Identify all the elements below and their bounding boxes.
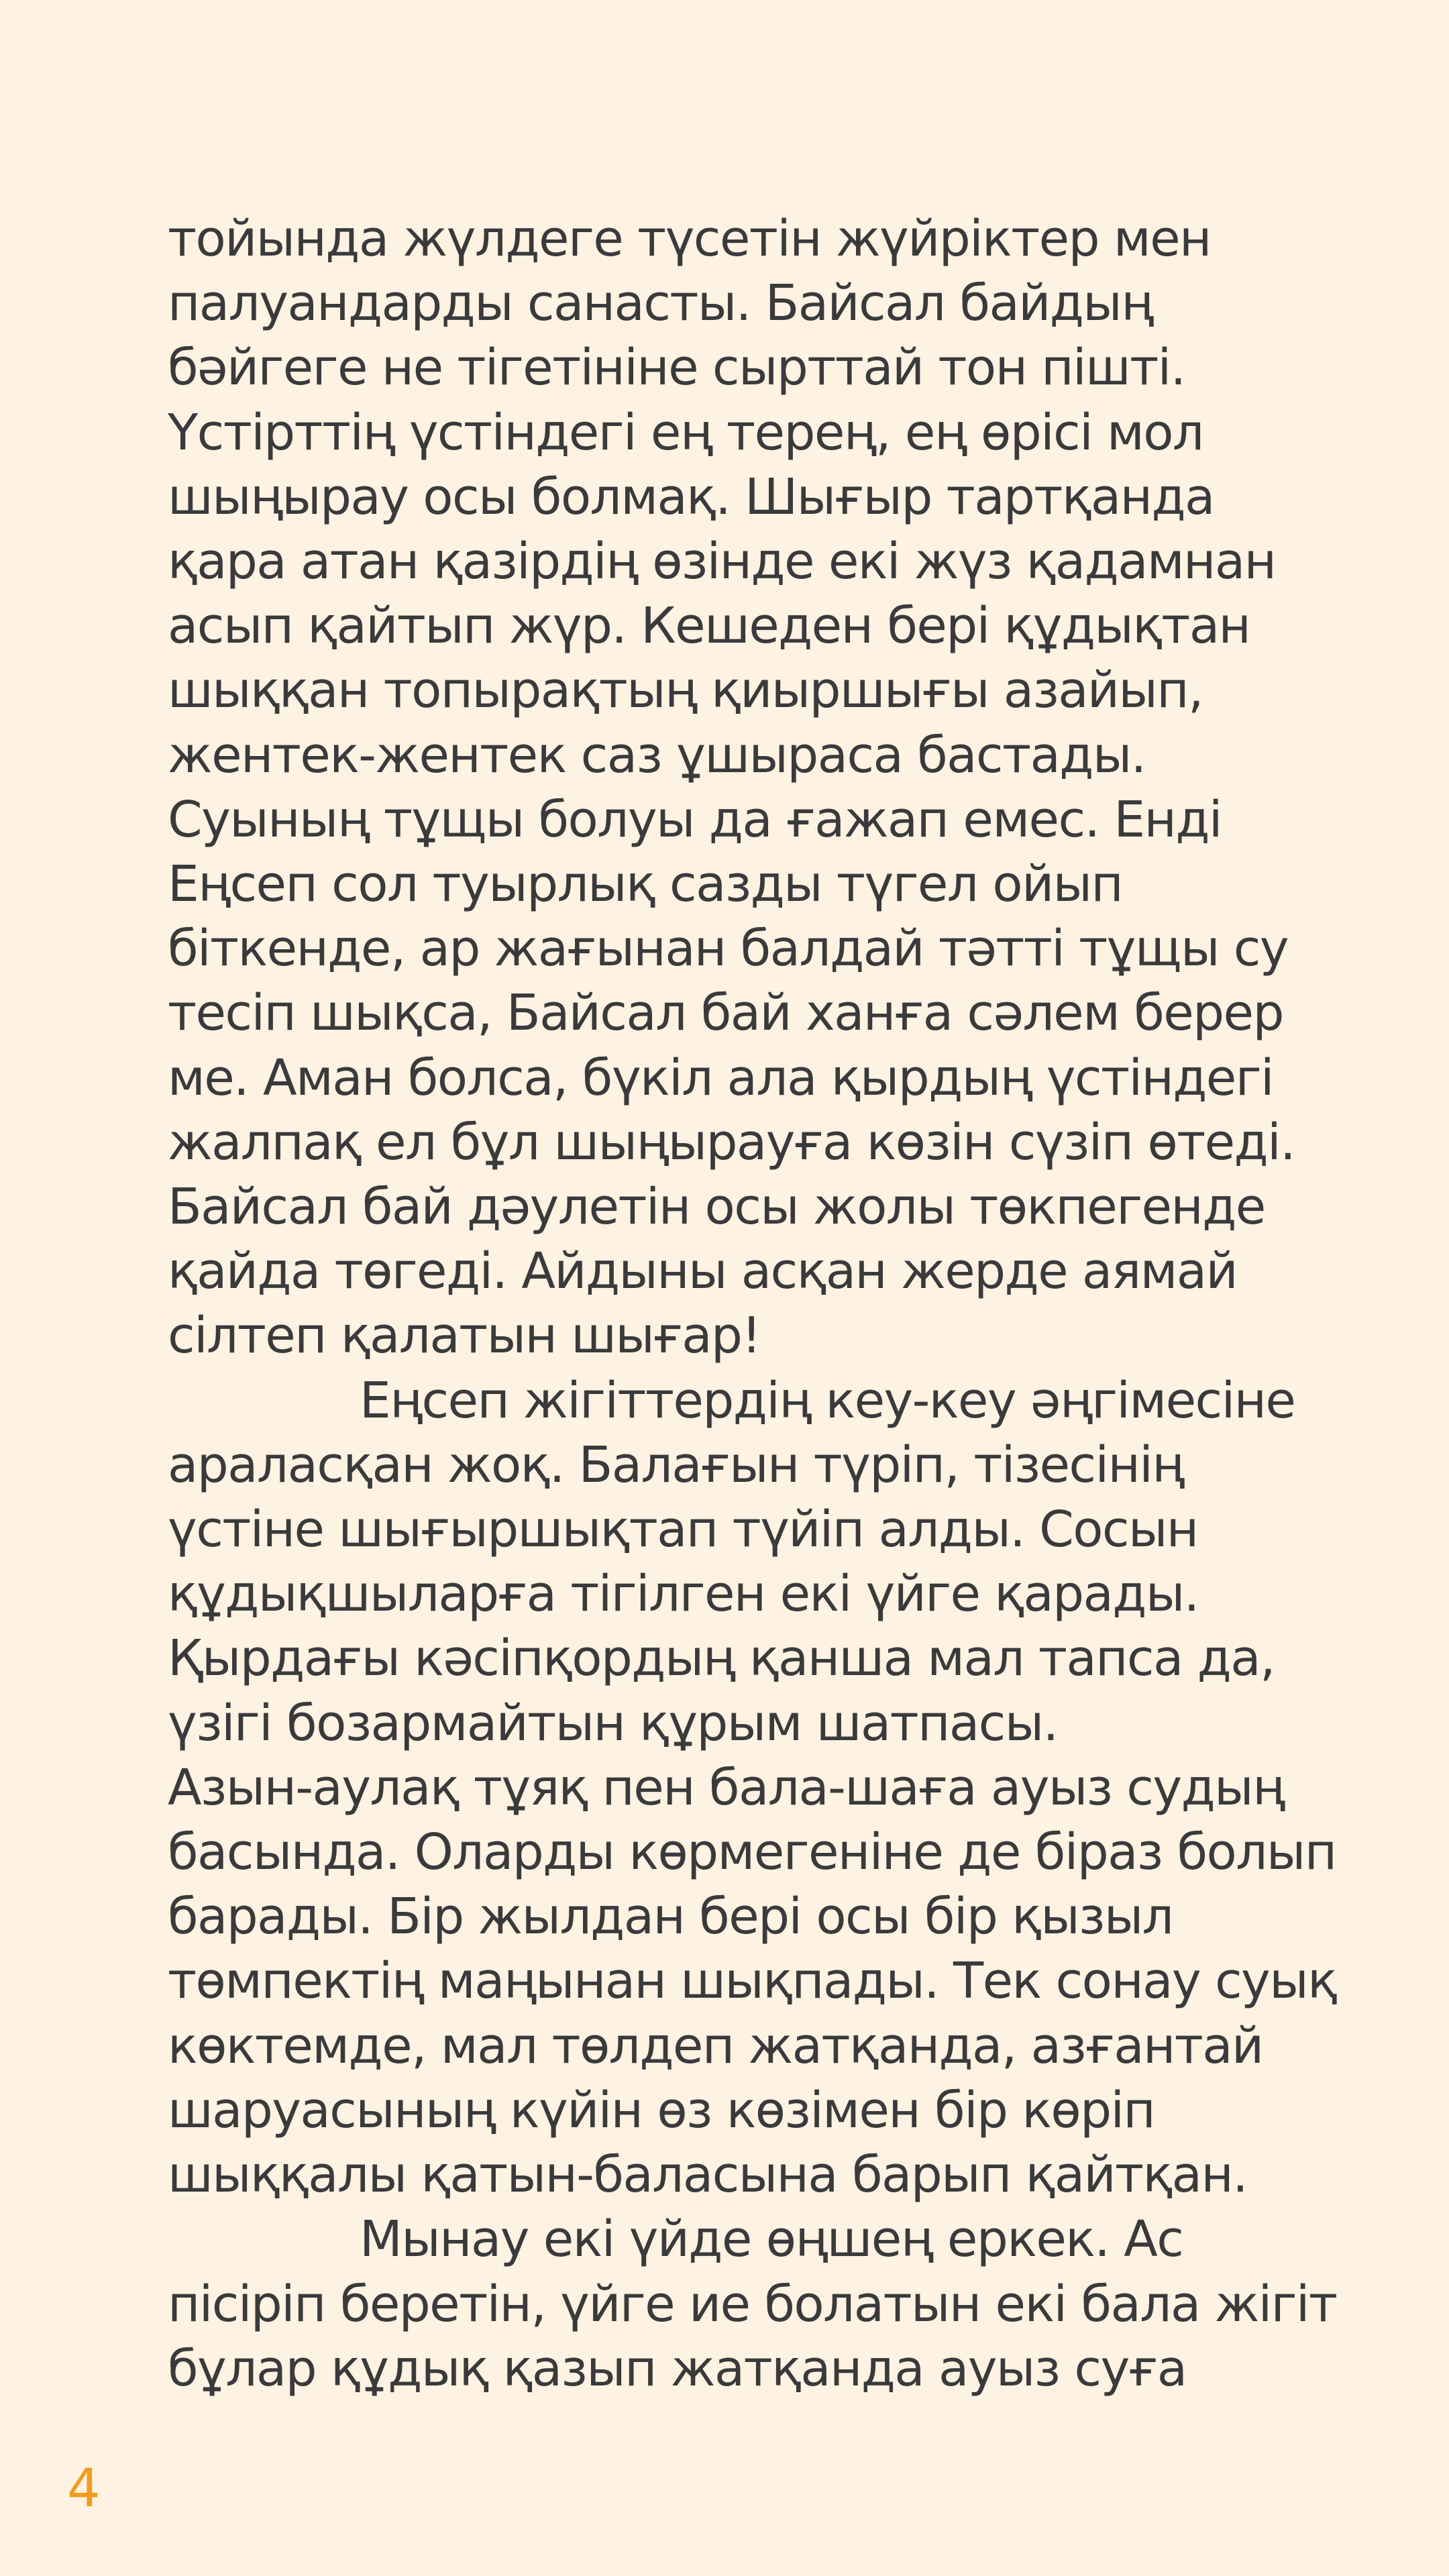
text-line: тойында жүлдеге түсетін жүйріктер мен: [168, 210, 1211, 268]
paragraph-first-line: Еңсеп жігіттердің кеу-кеу әңгімесіне: [360, 1371, 1295, 1430]
text-line: бұлар құдық қазып жатқанда ауыз суға: [168, 2339, 1187, 2398]
paragraph-first-line: Мынау екі үйде өңшең еркек. Ас: [360, 2210, 1183, 2269]
text-line: бәйгеге не тігетініне сырттай тон пішті.: [168, 339, 1185, 397]
text-line: қайда төгеді. Айдыны асқан жерде аямай: [168, 1242, 1238, 1301]
text-line: Еңсеп сол туырлық сазды түгел ойып: [168, 855, 1123, 914]
text-line: үстіне шығыршықтап түйіп алды. Сосын: [168, 1501, 1198, 1559]
text-line: Байсал бай дәулетін осы жолы төкпегенде: [168, 1178, 1265, 1236]
text-line: палуандарды санасты. Байсал байдың: [168, 274, 1153, 333]
text-line: төмпектің маңынан шықпады. Тек сонау суық: [168, 1952, 1337, 2010]
text-line: үзігі бозармайтын құрым шатпасы.: [168, 1694, 1058, 1752]
text-line: жалпақ ел бұл шыңырауға көзін сүзіп өтеді.: [168, 1113, 1295, 1171]
text-line: Қырдағы кәсіпқордың қанша мал тапса да,: [168, 1629, 1275, 1688]
text-line: асып қайтып жүр. Кешеден бері құдықтан: [168, 597, 1250, 655]
text-line: ме. Аман болса, бүкіл ала қырдың үстіндегі: [168, 1049, 1273, 1107]
text-line: қара атан қазірдің өзінде екі жүз қадамнан: [168, 533, 1276, 591]
text-line: сілтеп қалатын шығар!: [168, 1307, 761, 1365]
text-line: жентек-жентек саз ұшыраса бастады.: [168, 726, 1146, 784]
text-line: көктемде, мал төлдеп жатқанда, азғантай: [168, 2017, 1263, 2075]
page-text: [168, 207, 1368, 2401]
text-line: шыққалы қатын-баласына барып қайтқан.: [168, 2146, 1248, 2204]
text-line: біткенде, ар жағынан балдай тәтті тұщы су: [168, 920, 1289, 978]
text-line: Азын-аулақ тұяқ пен бала-шаға ауыз судың: [168, 1758, 1285, 1817]
text-line: басында. Оларды көрмегеніне де біраз болып: [168, 1823, 1336, 1882]
text-line: шыңырау осы болмақ. Шығыр тартқанда: [168, 468, 1214, 526]
text-line: тесіп шықса, Байсал бай ханға сәлем берер: [168, 984, 1283, 1042]
page-number: 4: [67, 2459, 100, 2519]
text-line: Үстірттің үстіндегі ең терең, ең өрісі мол: [168, 403, 1203, 462]
text-line: құдықшыларға тігілген екі үйге қарады.: [168, 1565, 1199, 1623]
text-line: шыққан топырақтың қиыршығы азайып,: [168, 661, 1203, 720]
text-line: барады. Бір жылдан бері осы бір қызыл: [168, 1888, 1173, 1946]
text-line: шаруасының күйін өз көзімен бір көріп: [168, 2081, 1155, 2139]
text-line: Суының тұщы болуы да ғажап емес. Енді: [168, 790, 1222, 849]
text-line: пісіріп беретін, үйге ие болатын екі бала жігіт: [168, 2275, 1337, 2333]
text-line: араласқан жоқ. Балағын түріп, тізесінің: [168, 1436, 1184, 1494]
